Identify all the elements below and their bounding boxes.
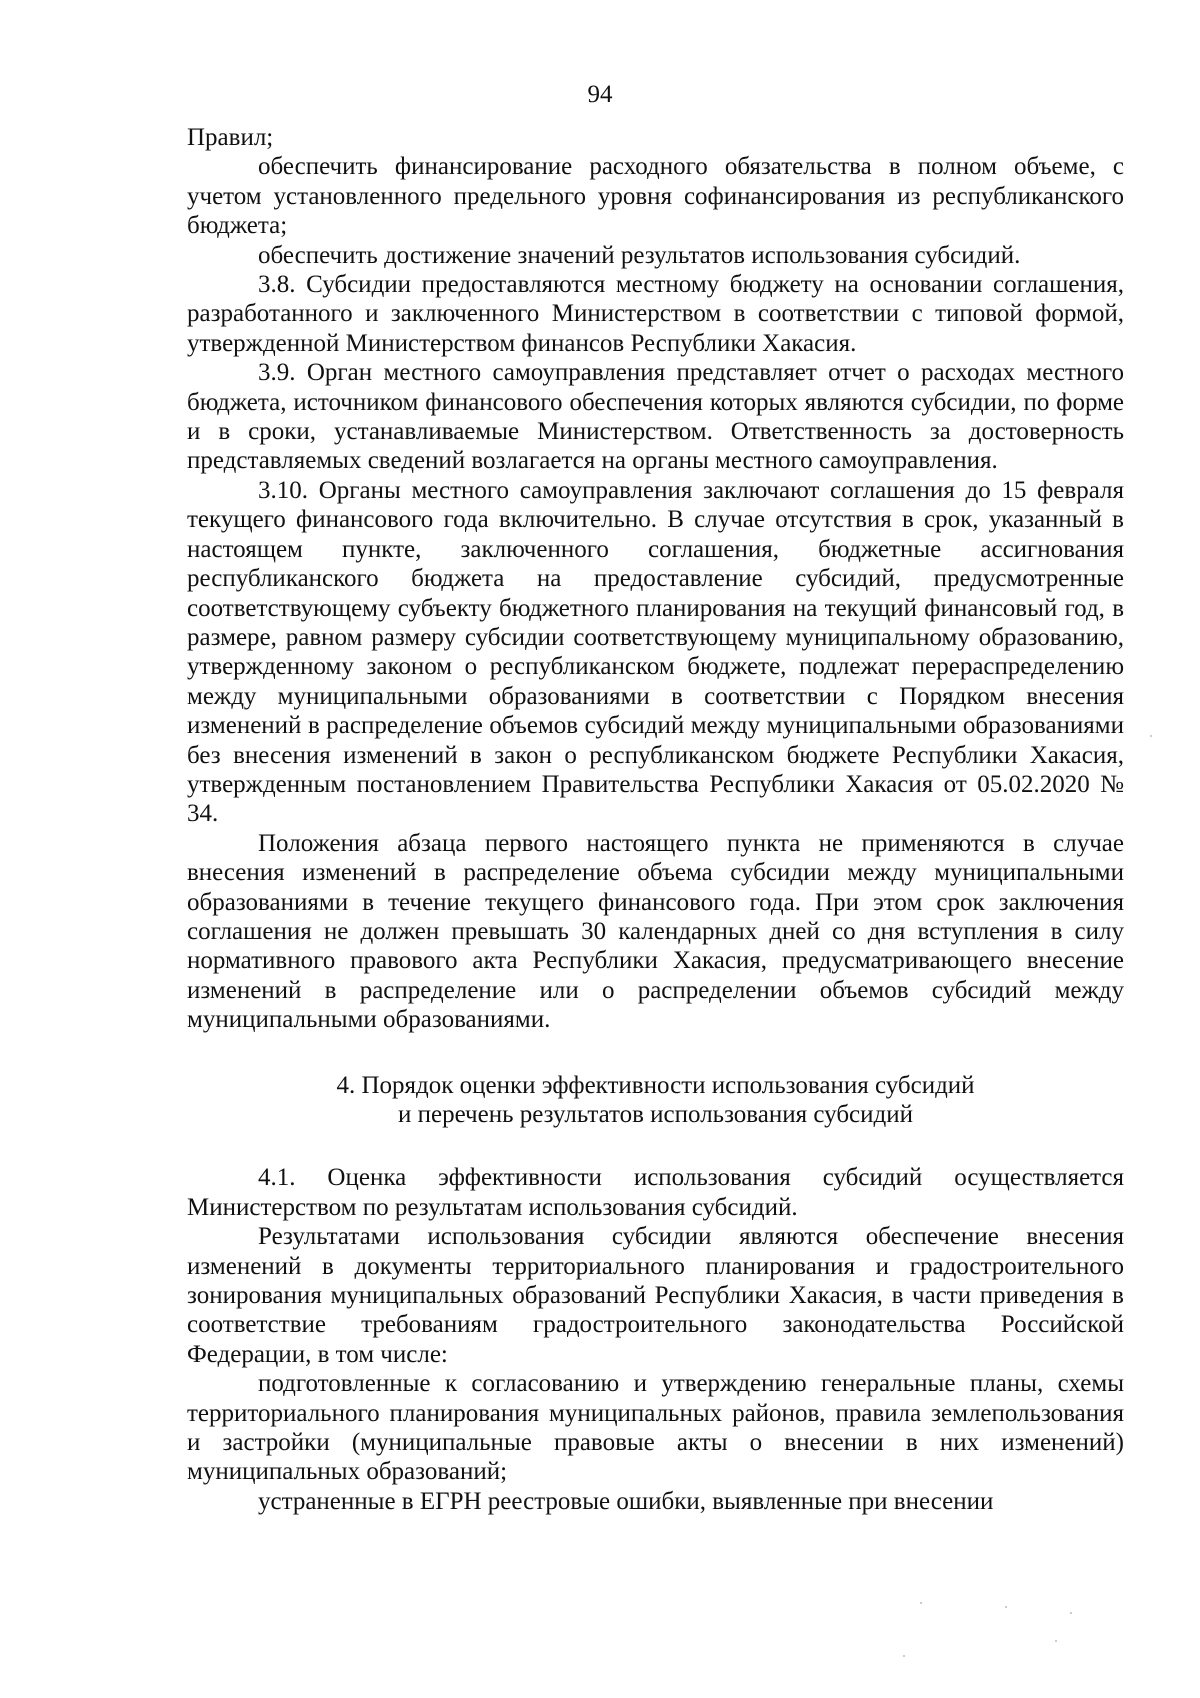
section-heading-line: и перечень результатов использования субсидий: [397, 1101, 913, 1128]
paragraph: Правил;: [187, 124, 274, 151]
paragraph: Положения абзаца первого настоящего пункта не применяются в случае внесения изменений в распределение объема субсидии между муниципальными образованиями в течение текущего финансового года. При этом срок заключения соглашения не должен превышать 30 календарных дней со дня вступления в силу нормативного правового акта Республики Хакасия, предусматривающего внесение изменений в распределение или о распределении объемов субсидий между муниципальными образованиями.: [187, 829, 1124, 1034]
paragraph: подготовленные к согласованию и утверждению генеральные планы, схемы территориального планирования муниципальных районов, правила землепользования и застройки (муниципальные правовые акты о внесении в них изменений) муниципальных образований;: [187, 1370, 1124, 1486]
document-body: [187, 123, 1124, 1516]
paragraph: Результатами использования субсидии являются обеспечение внесения изменений в документы территориального планирования и градостроительного зонирования муниципальных образований Республики Хакасия, в части приведения в соответствие требованиям градостроительного законодательства Российской Федерации, в том числе:: [187, 1223, 1124, 1368]
scan-artifact: [1055, 1640, 1057, 1642]
section-heading: [187, 1071, 1124, 1130]
paragraph-3-9: 3.9. Орган местного самоуправления представляет отчет о расходах местного бюджета, источником финансового обеспечения которых являются субсидии, по форме и в сроки, устанавливаемые Министерством. Ответственность за достоверность представляемых сведений возлагается на органы местного самоуправления.: [187, 359, 1124, 475]
scan-artifact: [1070, 1612, 1072, 1614]
page-number: 94: [587, 81, 613, 108]
scan-artifact: [1005, 1606, 1007, 1608]
paragraph: устраненные в ЕГРН реестровые ошибки, выявленные при внесении: [258, 1487, 994, 1515]
paragraph-3-8: 3.8. Субсидии предоставляются местному бюджету на основании соглашения, разработанного и заключенного Министерством в соответствии с типовой формой, утвержденной Министерством финансов Республики Хакасия.: [187, 271, 1124, 357]
scan-artifact: [920, 1602, 922, 1604]
paragraph: обеспечить достижение значений результатов использования субсидий.: [258, 241, 1021, 269]
paragraph: обеспечить финансирование расходного обязательства в полном объеме, с учетом установленного предельного уровня софинансирования из республиканского бюджета;: [187, 153, 1124, 240]
paragraph-3-10: 3.10. Органы местного самоуправления заключают соглашения до 15 февраля текущего финансового года включительно. В случае отсутствия в срок, указанный в настоящем пункте, заключенного соглашения, бюджетные ассигнования республиканского бюджета на предоставление субсидий, предусмотренные соответствующему субъекту бюджетного планирования на текущий финансовый год, в размере, равном размеру субсидии соответствующему муниципальному образованию, утвержденному законом о республиканском бюджете, подлежат перераспределению между муниципальными образованиями в соответствии с Порядком внесения изменений в распределение объемов субсидий между муниципальными образованиями без внесения изменений в закон о республиканском бюджете Республики Хакасия, утвержденным постановлением Правительства Республики Хакасия от 05.02.2020 № 34.: [187, 476, 1124, 828]
section-heading-line: 4. Порядок оценки эффективности использования субсидий: [336, 1071, 975, 1099]
scan-artifact: [903, 1655, 905, 1657]
paragraph-4-1: 4.1. Оценка эффективности использования субсидий осуществляется Министерством по результатам использования субсидий.: [187, 1164, 1124, 1221]
scan-artifact: [1150, 735, 1152, 737]
